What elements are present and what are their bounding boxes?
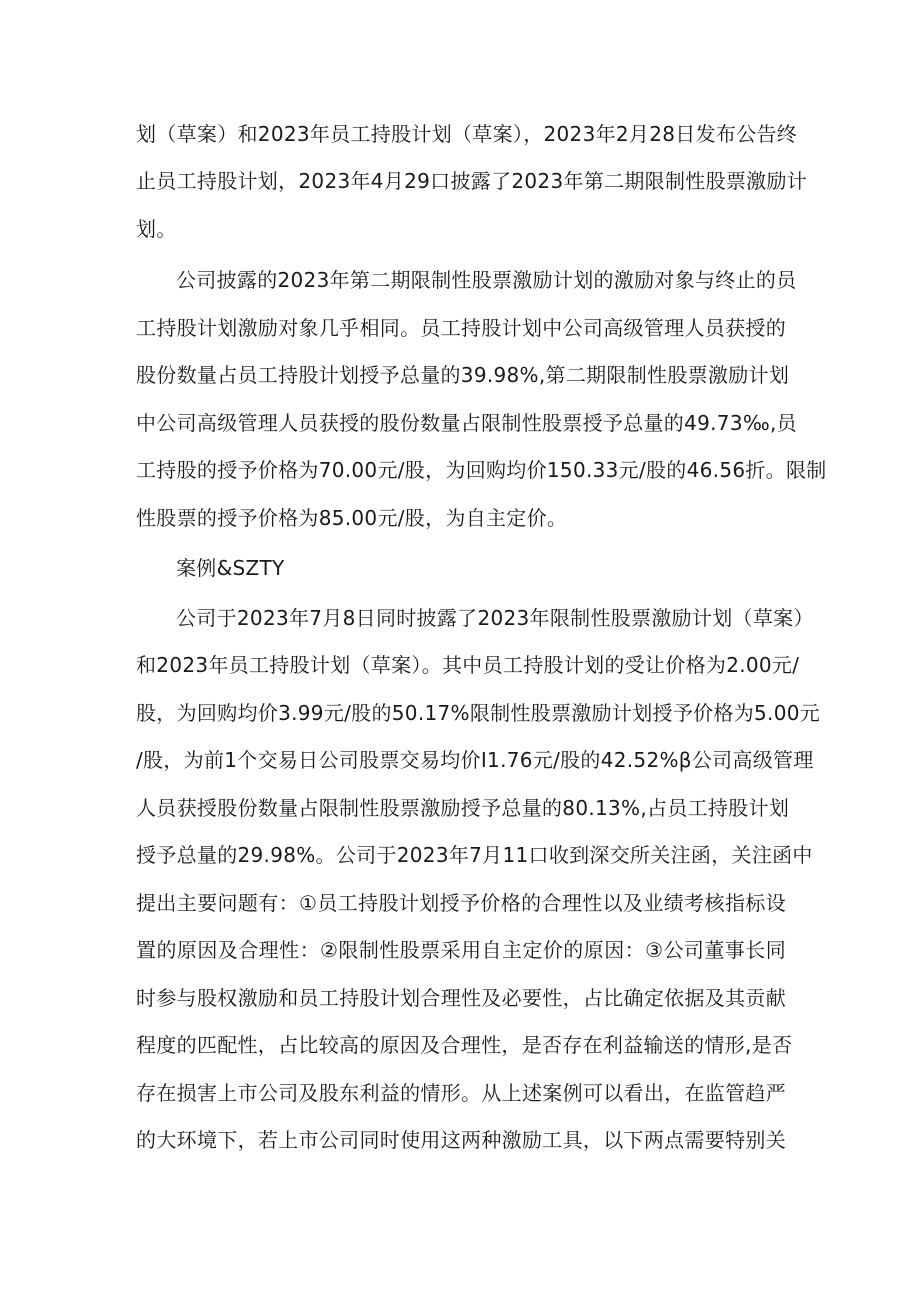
paragraph-3-line-6: 授予总量的29.98%。公司于2023年7月11口收到深交所关注函，关注函中 bbox=[136, 843, 813, 867]
paragraph-3-line-2: 和2023年员工持股计划（草案）。其中员工持股计划的受让价格为2.00元/ bbox=[136, 653, 800, 677]
paragraph-2-line-5: 工持股的授予价格为70.00元/股，为回购均价150.33元/股的46.56折。限制 bbox=[136, 458, 827, 482]
paragraph-3-line-1: 公司于2023年7月8日同时披露了2023年限制性股票激励计划（草案） bbox=[176, 606, 814, 630]
paragraph-3-line-4: /股，为前1个交易日公司股票交易均价I1.76元/股的42.52%β公司高级管理 bbox=[136, 748, 814, 772]
case-heading: 案例&SZTY bbox=[176, 556, 285, 580]
paragraph-3-line-10: 程度的匹配性，占比较高的原因及合理性，是否存在利益输送的情形,是否 bbox=[136, 1033, 793, 1057]
paragraph-3-line-3: 股，为回购均价3.99元/股的50.17%限制性股票激励计划授予价格为5.00元 bbox=[136, 701, 821, 725]
paragraph-3-line-7: 提出主要问题有：①员工持股计划授予价格的合理性以及业绩考核指标设 bbox=[136, 891, 786, 915]
paragraph-2-line-2: 工持股计划激励对象几乎相同。员工持股计划中公司高级管理人员获授的 bbox=[136, 316, 786, 340]
paragraph-3-line-5: 人员获授股份数量占限制性股票激励授予总量的80.13%,占员工持股计划 bbox=[136, 796, 790, 820]
paragraph-1-line-2: 止员工持股计划，2023年4月29口披露了2023年第二期限制性股票激励计 bbox=[136, 169, 808, 193]
paragraph-1-line-3: 划。 bbox=[136, 217, 177, 241]
paragraph-2-line-4: 中公司高级管理人员获授的股份数量占限制性股票授予总量的49.73‰,员 bbox=[136, 411, 797, 435]
paragraph-2-line-6: 性股票的授予价格为85.00元/股，为自主定价。 bbox=[136, 506, 568, 530]
paragraph-2-line-1: 公司披露的2023年第二期限制性股票激励计划的激励对象与终止的员 bbox=[176, 268, 797, 292]
paragraph-2-line-3: 股份数量占员工持股计划授予总量的39.98%,第二期限制性股票激励计划 bbox=[136, 363, 790, 387]
paragraph-1-line-1: 划（草案）和2023年员工持股计划（草案），2023年2月28日发布公告终 bbox=[136, 122, 798, 146]
paragraph-3-line-9: 时参与股权激励和员工持股计划合理性及必要性，占比确定依据及其贡献 bbox=[136, 986, 786, 1010]
paragraph-3-line-12: 的大环境下，若上市公司同时使用这两种激励工具，以下两点需要特别关 bbox=[136, 1128, 786, 1152]
paragraph-3-line-11: 存在损害上市公司及股东利益的情形。从上述案例可以看出，在监管趋严 bbox=[136, 1081, 786, 1105]
paragraph-3-line-8: 置的原因及合理性：②限制性股票采用自主定价的原因：③公司董事长同 bbox=[136, 938, 786, 962]
